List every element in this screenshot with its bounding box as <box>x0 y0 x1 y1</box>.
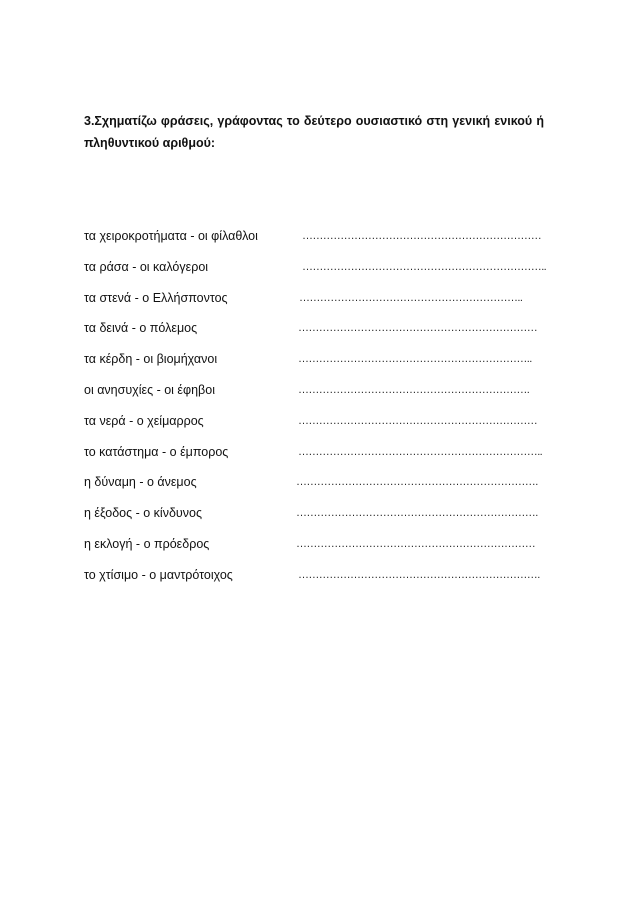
exercise-item-12 <box>84 565 554 596</box>
exercise-item-2 <box>84 257 554 288</box>
item-answer-blank[interactable]: ……………………………………………………………. <box>298 568 540 581</box>
item-answer-blank[interactable]: ……………………………………………………………. <box>296 476 538 489</box>
exercise-instructions: 3.Σχηματίζω φράσεις, γράφοντας το δεύτερο ουσιαστικό στη γενική ενικού ή πληθυντικού αριθμού: <box>84 114 544 150</box>
exercise-item-3 <box>84 288 554 319</box>
item-phrase: τα νερά - ο χείμαρρος <box>84 413 204 428</box>
item-phrase: το χτίσιμο - ο μαντρότοιχος <box>84 567 233 582</box>
exercise-item-8 <box>84 442 554 473</box>
item-phrase: τα χειροκροτήματα - οι φίλαθλοι <box>84 229 258 243</box>
item-phrase: τα ράσα - οι καλόγεροι <box>84 259 209 274</box>
exercise-items <box>84 226 554 596</box>
item-phrase: η δύναμη - ο άνεμος <box>84 475 197 490</box>
item-answer-blank[interactable]: …………………………………………………………. <box>298 383 530 396</box>
exercise-item-6 <box>84 380 554 411</box>
item-answer-blank[interactable]: ………………………………………………………….. <box>298 353 532 366</box>
exercise-item-7 <box>84 411 554 442</box>
item-phrase: η εκλογή - ο πρόεδρος <box>84 536 210 551</box>
item-phrase: οι ανησυχίες - οι έφηβοι <box>84 382 215 397</box>
item-answer-blank[interactable]: …………………………………………………………….. <box>298 445 543 458</box>
item-answer-blank[interactable]: ……………………………………………………………. <box>296 507 538 520</box>
item-answer-blank[interactable]: …………………………………………………………… <box>298 322 538 335</box>
item-answer-blank[interactable]: …………………………………………………………… <box>302 230 542 242</box>
item-phrase: τα δεινά - ο πόλεμος <box>84 321 198 336</box>
item-phrase: η έξοδος - ο κίνδυνος <box>84 506 202 521</box>
exercise-item-1 <box>84 226 554 257</box>
exercise-item-10 <box>84 503 554 534</box>
item-phrase: τα στενά - ο Ελλήσποντος <box>84 290 228 305</box>
exercise-item-5 <box>84 349 554 380</box>
item-answer-blank[interactable]: …………………………………………………………….. <box>302 260 547 273</box>
exercise-item-4 <box>84 318 554 349</box>
item-answer-blank[interactable]: …………………………………………………………… <box>298 414 538 427</box>
exercise-item-9 <box>84 472 554 503</box>
item-answer-blank[interactable]: ……………………………………………………….. <box>299 291 523 304</box>
item-answer-blank[interactable]: …………………………………………………………… <box>296 537 536 550</box>
item-phrase: το κατάστημα - ο έμπορος <box>84 444 229 459</box>
item-phrase: τα κέρδη - οι βιομήχανοι <box>84 352 218 367</box>
exercise-item-11 <box>84 534 554 565</box>
